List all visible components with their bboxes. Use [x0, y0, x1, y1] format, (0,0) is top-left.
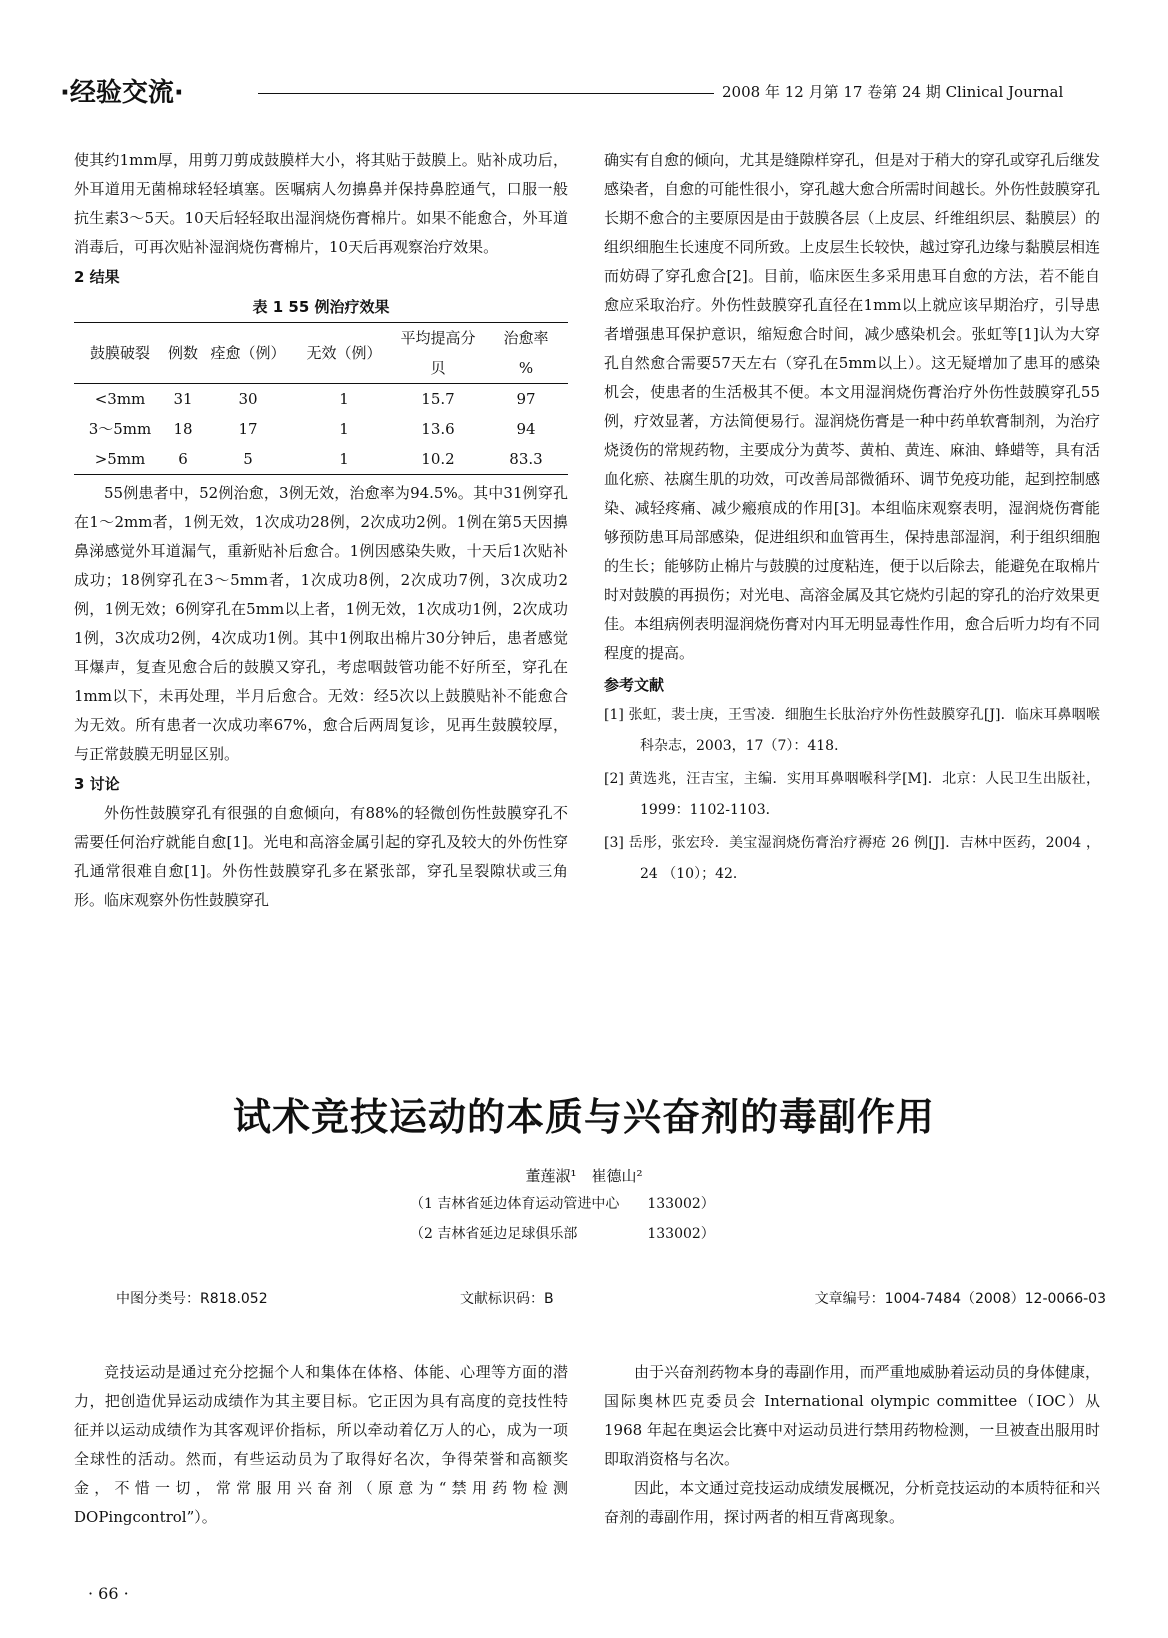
header-cell: 例数	[167, 344, 198, 362]
reference-item: [3] 岳彤，张宏玲．美宝湿润烧伤膏治疗褥疮 26 例[J]．吉林中医药，2004 ，24 （10）；42．	[604, 835, 1100, 882]
header-cell: 鼓膜破裂	[89, 344, 150, 362]
intro-paragraph: 由于兴奋剂药物本身的毒副作用，而严重地威胁着运动员的身体健康，国际奥林匹克委员会 International olympic committee（IOC）从 1968 年起在奥运会比赛中对运动员进行禁用药物检测，一旦被查出服用时即取消资格与名次。	[604, 1363, 1100, 1468]
table-cell: 5	[243, 450, 253, 468]
table-cell: 6	[178, 450, 188, 468]
header-cell-line: 贝	[430, 359, 446, 377]
header-rule	[258, 93, 714, 94]
header-cell: 痊愈（例）	[210, 344, 286, 362]
discussion-continued-paragraph: 确实有自愈的倾向，尤其是缝隙样穿孔，但是对于稍大的穿孔或穿孔后继发感染者，自愈的可能性很小，穿孔越大愈合所需时间越长。外伤性鼓膜穿孔长期不愈合的主要原因是由于鼓膜各层（上皮层、纤维组织层、黏膜层）的组织细胞生长速度不同所致。上皮层生长较快，越过穿孔边缘与黏膜层相连而妨碍了穿孔愈合[2]。目前，临床医生多采用患耳自愈的方法，若不能自愈应采取治疗。外伤性鼓膜穿孔直径在1mm以上就应该早期治疗，引导患者增强患耳保护意识，缩短愈合时间，减少感染机会。张虹等[1]认为大穿孔自然愈合需要57天左右（穿孔在5mm以上）。这无疑增加了患耳的感染机会，使患者的生活极其不便。本文用湿润烧伤膏治疗外伤性鼓膜穿孔55例，疗效显著，方法简便易行。湿润烧伤膏是一种中药单软膏制剂，为治疗烧烫伤的常规药物，主要成分为黄芩、黄柏、黄连、麻油、蜂蜡等，具有活血化瘀、祛腐生肌的功效，可改善局部微循环、调节免疫功能，起到控制感染、减轻疼痛、减少瘢痕成的作用[3]。本组临床观察表明，湿润烧伤膏能够预防患耳局部感染，促进组织和血管再生，保持患部湿润，利于组织细胞的生长；能够防止棉片与鼓膜的过度粘连，便于以后除去，能避免在取棉片时对鼓膜的再损伤；对光电、高溶金属及其它烧灼引起的穿孔的治疗效果更佳。本组病例表明湿润烧伤膏对内耳无明显毒性作用，愈合后听力均有不同程度的提高。	[604, 151, 1100, 662]
journal-info: 2008 年 12 月第 17 卷第 24 期 Clinical Journal	[722, 83, 1064, 101]
method-paragraph: 使其约1mm厚，用剪刀剪成鼓膜样大小，将其贴于鼓膜上。贴补成功后，外耳道用无菌棉球轻轻填塞。医嘱病人勿擤鼻并保持鼻腔通气，口服一般抗生素3～5天。10天后轻轻取出湿润烧伤膏棉片。如果不能愈合，外耳道消毒后，可再次贴补湿润烧伤膏棉片，10天后再观察治疗效果。	[74, 151, 568, 256]
table-cell: 1	[339, 420, 349, 438]
classification-number: 中图分类号：R818.052	[116, 1291, 268, 1307]
article-meta	[116, 1288, 1106, 1312]
article-title: 试术竞技运动的本质与兴奋剂的毒副作用	[232, 1095, 935, 1139]
table-caption: 表 1 55 例治疗效果	[252, 298, 390, 316]
article-left-column	[74, 1358, 568, 1532]
table-cell: 94	[516, 420, 536, 438]
article-authors: 董莲淑¹ 崔德山²	[525, 1167, 643, 1185]
document-code: 文献标识码：B	[460, 1291, 554, 1307]
table-row	[74, 384, 568, 415]
table-row	[74, 444, 568, 475]
table-cell: 17	[238, 420, 258, 438]
table-cell: 3～5mm	[88, 420, 152, 438]
header-cell	[392, 323, 484, 384]
results-paragraph: 55例患者中，52例治愈，3例无效，治愈率为94.5%。其中31例穿孔在1～2mm者，1例无效，1次成功28例，2次成功2例。1例在第5天因擤鼻涕感觉外耳道漏气，重新贴补后愈合。1例因感染失败，十天后1次贴补成功；18例穿孔在3～5mm者，1次成功8例，2次成功7例，3次成功2例，1例无效；6例穿孔在5mm以上者，1例无效，1次成功1例，2次成功1例，3次成功2例，4次成功1例。其中1例取出棉片30分钟后，患者感觉耳爆声，复查见愈合后的鼓膜又穿孔，考虑咽鼓管功能不好所至，穿孔在1mm以下，未再处理，半月后愈合。无效：经5次以上鼓膜贴补不能愈合为无效。所有患者一次成功率67%，愈合后两周复诊，见再生鼓膜较厚，与正常鼓膜无明显区别。	[74, 484, 568, 763]
header-cell-line: 平均提高分	[400, 329, 476, 347]
table-cell: 97	[516, 390, 536, 408]
header-cell: 无效（例）	[306, 344, 382, 362]
table-cell: 1	[339, 390, 349, 408]
results-table	[74, 322, 568, 475]
table-row	[74, 414, 568, 444]
affiliation-1: （1 吉林省延边体育运动管进中心 133002）	[410, 1196, 715, 1212]
table-cell: >5mm	[94, 450, 146, 468]
table-cell: 18	[173, 420, 193, 438]
table-cell: 15.7	[421, 390, 455, 408]
table-cell: 13.6	[421, 420, 455, 438]
header-cell-line: 治愈率	[503, 329, 549, 347]
reference-item: [1] 张虹，裴士庚，王雪凌．细胞生长肽治疗外伤性鼓膜穿孔[J]．临床耳鼻咽喉科杂志，2003，17（7）：418．	[604, 707, 1100, 754]
table-cell: 83.3	[509, 450, 543, 468]
section-label: ·经验交流·	[60, 78, 184, 108]
right-column	[604, 146, 1100, 892]
table-cell: 10.2	[421, 450, 455, 468]
affiliation-2: （2 吉林省延边足球俱乐部 133002）	[410, 1226, 715, 1242]
section-discussion-heading: 3 讨论	[74, 775, 120, 793]
table-cell: 1	[339, 450, 349, 468]
header-cell-line: %	[518, 359, 534, 377]
table-cell: 31	[173, 390, 193, 408]
header-cell	[484, 323, 568, 384]
references-heading: 参考文献	[604, 676, 665, 694]
intro-paragraph: 因此，本文通过竞技运动成绩发展概况，分析竞技运动的本质特征和兴奋剂的毒副作用，探讨两者的相互背离现象。	[604, 1479, 1100, 1526]
left-column	[74, 146, 568, 915]
article-number: 文章编号：1004-7484（2008）12-0066-03	[814, 1291, 1106, 1307]
article-right-column	[604, 1358, 1100, 1532]
references-list	[604, 700, 1100, 890]
section-results-heading: 2 结果	[74, 268, 120, 286]
discussion-paragraph: 外伤性鼓膜穿孔有很强的自愈倾向，有88%的轻微创伤性鼓膜穿孔不需要任何治疗就能自愈[1]。光电和高溶金属引起的穿孔及较大的外伤性穿孔通常很难自愈[1]。外伤性鼓膜穿孔多在紧张部，穿孔呈裂隙状或三角形。临床观察外伤性鼓膜穿孔	[74, 804, 568, 909]
intro-paragraph: 竞技运动是通过充分挖掘个人和集体在体格、体能、心理等方面的潜力，把创造优异运动成绩作为其主要目标。它正因为具有高度的竞技性特征并以运动成绩作为其客观评价指标，所以牵动着亿万人的心，成为一项全球性的活动。然而，有些运动员为了取得好名次，争得荣誉和高额奖金，不惜一切，常常服用兴奋剂（原意为“禁用药物检测 DOPingcontrol”）。	[74, 1363, 568, 1526]
reference-item: [2] 黄选兆，汪吉宝，主编．实用耳鼻咽喉科学[M]．北京：人民卫生出版社，1999：1102-1103．	[604, 771, 1100, 818]
table-cell: <3mm	[94, 390, 146, 408]
page-number: · 66 ·	[88, 1584, 129, 1603]
table-cell: 30	[238, 390, 258, 408]
